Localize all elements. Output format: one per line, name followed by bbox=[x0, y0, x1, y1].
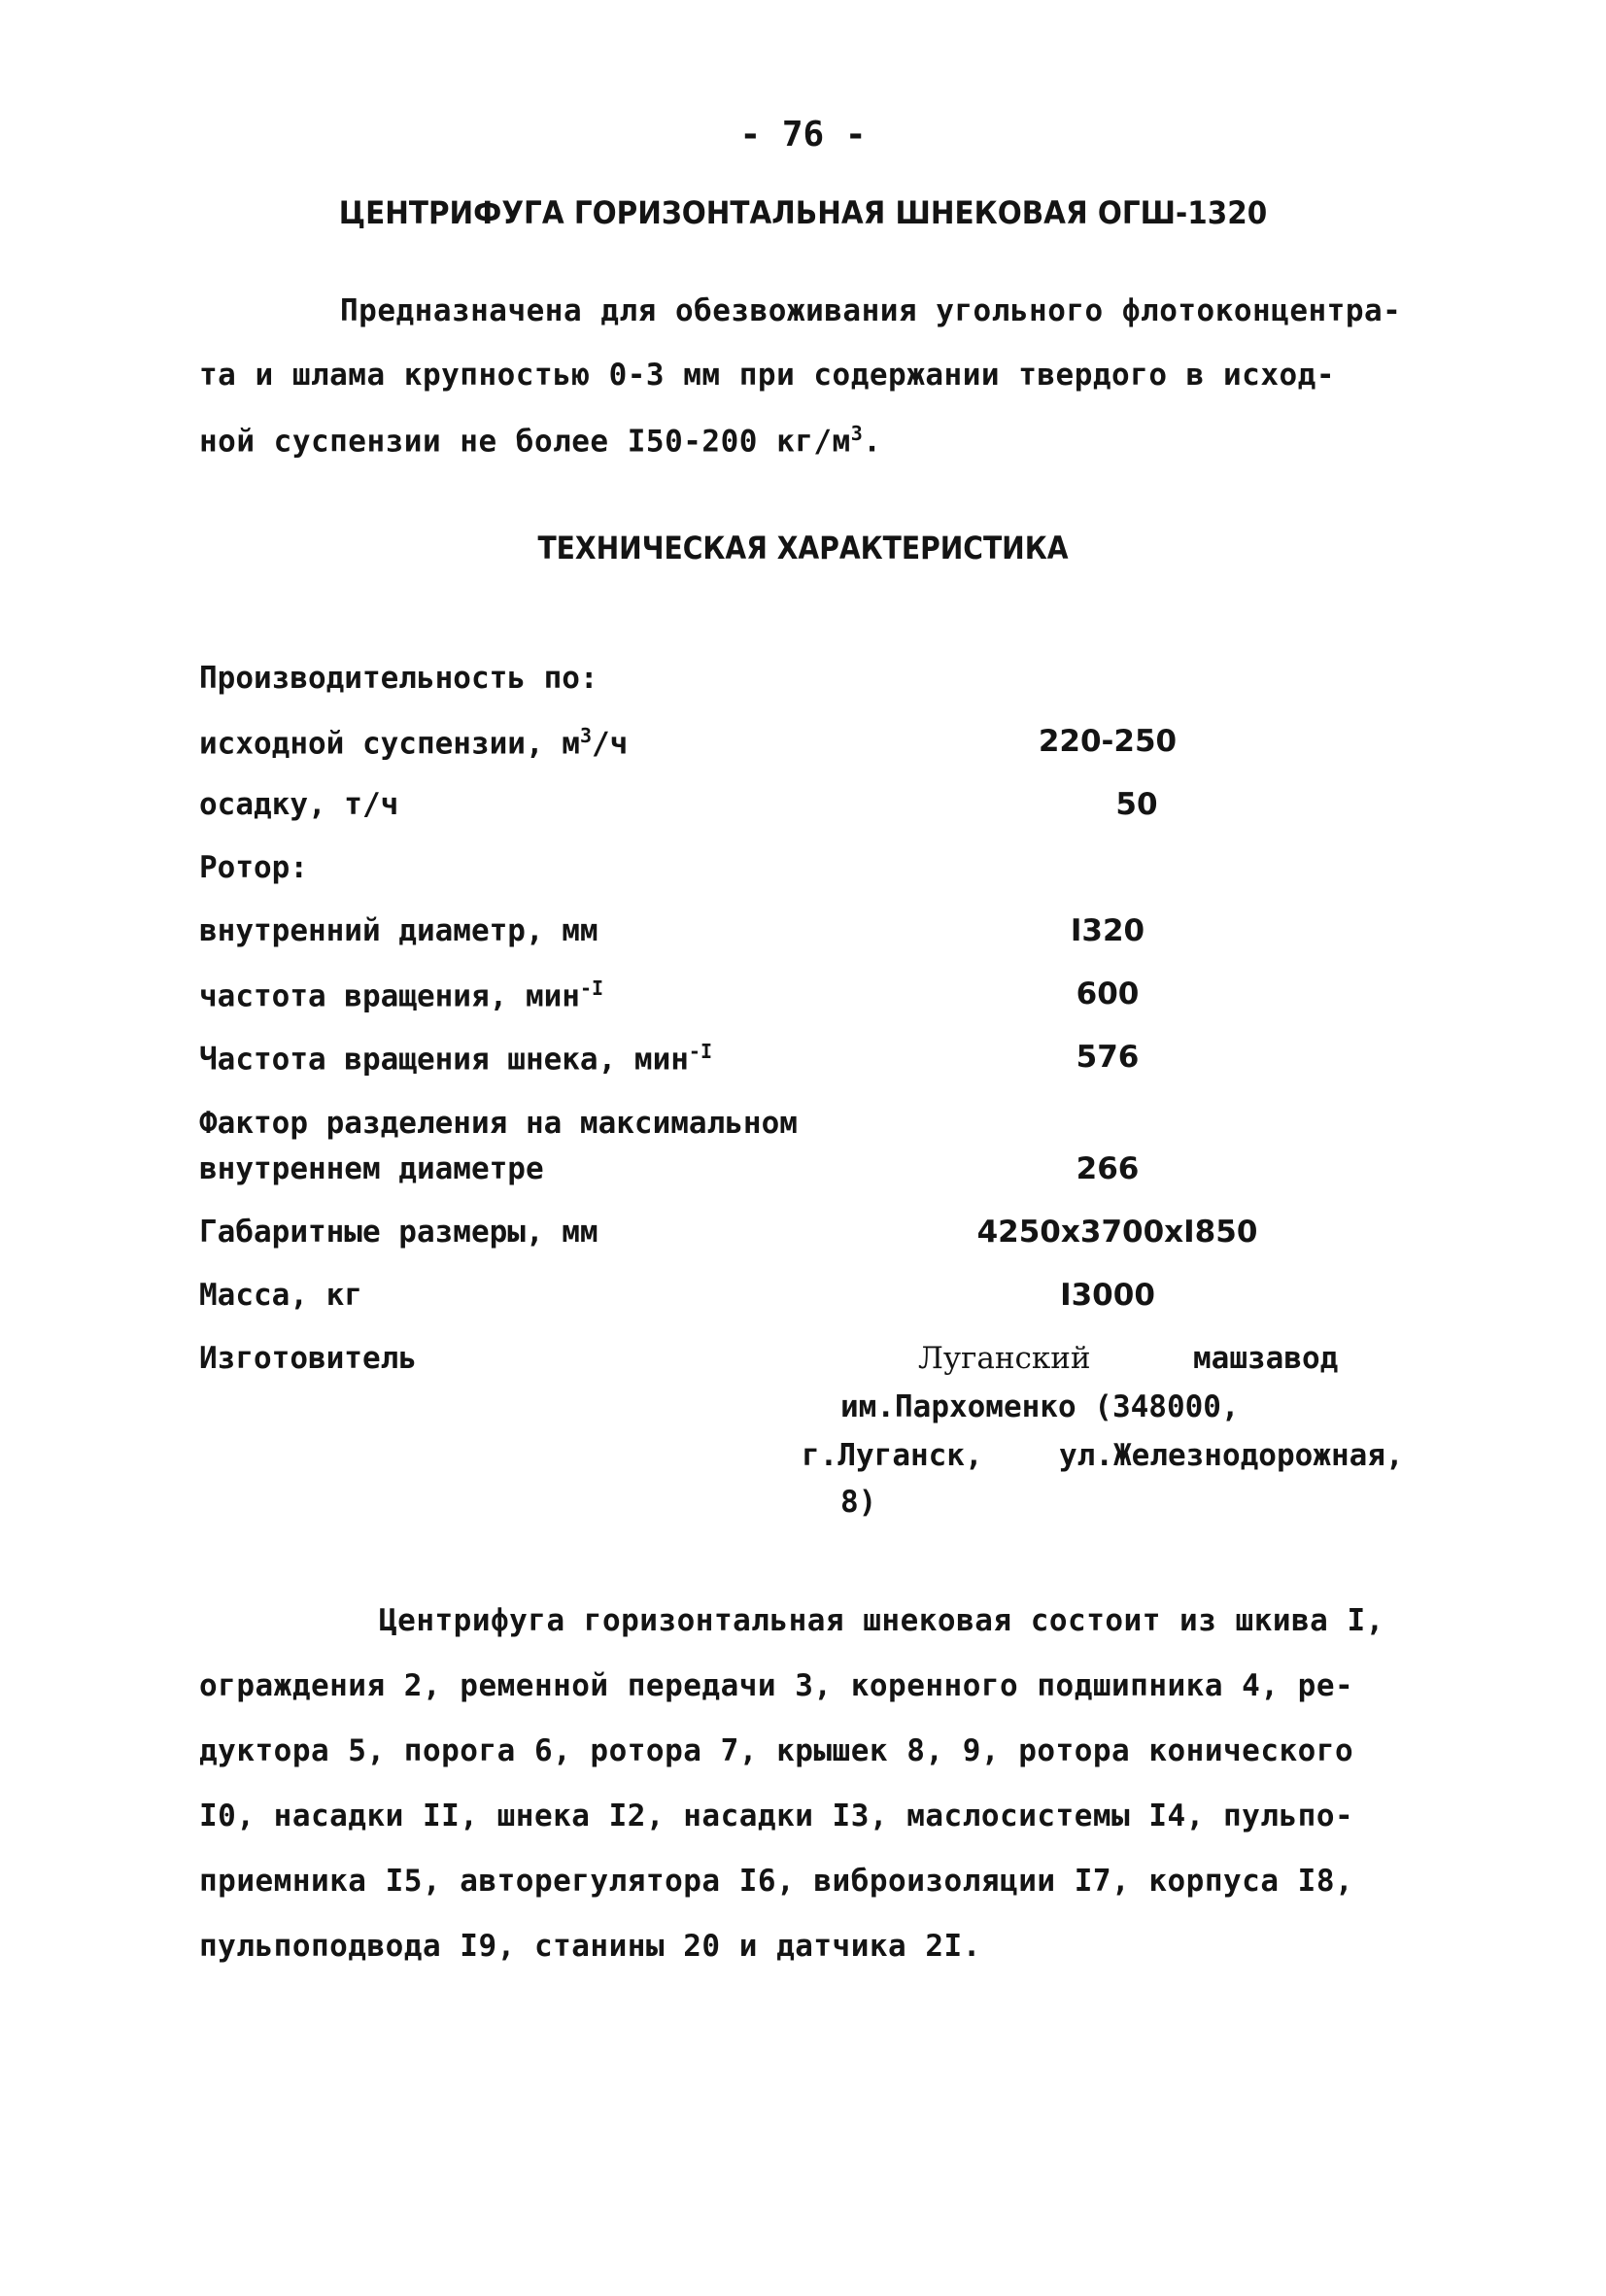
description-line-1: Центрифуга горизонтальная шнековая состоит из шкива I, bbox=[379, 1603, 1384, 1638]
diameter-label: внутренний диаметр, мм bbox=[199, 913, 598, 948]
document-title: ЦЕНТРИФУГА ГОРИЗОНТАЛЬНАЯ ШНЕКОВАЯ ОГШ-1320 bbox=[338, 194, 1268, 231]
productivity-header: Производительность по: bbox=[199, 661, 598, 696]
rotor-speed-value: 600 bbox=[1076, 977, 1140, 1011]
mass-value: I3000 bbox=[1060, 1278, 1155, 1313]
description-line-2: ограждения 2, ременной передачи 3, коренного подшипника 4, ре- bbox=[199, 1668, 1354, 1703]
manufacturer-city: г.Луганск, bbox=[802, 1438, 983, 1473]
sediment-value: 50 bbox=[1115, 787, 1158, 822]
manufacturer-street: ул.Железнодорожная, bbox=[1059, 1438, 1404, 1473]
rotor-header: Ротор: bbox=[199, 850, 308, 885]
feed-value: 220-250 bbox=[1038, 724, 1178, 759]
intro-line-2: та и шлама крупностью 0-3 мм при содержании твердого в исход- bbox=[199, 358, 1335, 393]
feed-label: исходной суспензии, $м^3/ч$ bbox=[199, 724, 629, 762]
description-line-5: приемника I5, авторегулятора I6, виброизоляции I7, корпуса I8, bbox=[199, 1864, 1354, 1899]
manufacturer-label: Изготовитель bbox=[199, 1341, 417, 1376]
page-number: - 76 - bbox=[739, 115, 867, 154]
sediment-label: осадку, т/ч bbox=[199, 787, 399, 822]
manufacturer-building: 8) bbox=[840, 1485, 877, 1520]
diameter-value: I320 bbox=[1070, 913, 1145, 948]
dimensions-value: 4250x3700xI850 bbox=[976, 1215, 1258, 1250]
section-title: ТЕХНИЧЕСКАЯ ХАРАКТЕРИСТИКА bbox=[537, 530, 1069, 566]
factor-value: 266 bbox=[1076, 1151, 1140, 1186]
manufacturer-line-2: им.Пархоменко (348000, bbox=[840, 1389, 1240, 1424]
mass-label: Масса, кг bbox=[199, 1278, 362, 1313]
manufacturer-plant: машзавод bbox=[1193, 1341, 1339, 1376]
description-line-6: пульпоподвода I9, станины 20 и датчика 2I. bbox=[199, 1929, 981, 1964]
factor-label-line-2: внутреннем диаметре bbox=[199, 1151, 544, 1186]
rotor-speed-label: частота вращения, мин$^{-I}$ bbox=[199, 977, 604, 1014]
screw-speed-value: 576 bbox=[1076, 1040, 1140, 1075]
intro-line-1: Предназначена для обезвоживания угольного флотоконцентра- bbox=[340, 293, 1402, 328]
intro-line-3: ной суспензии не более I50-200 $кг/м^3$. bbox=[199, 422, 882, 460]
dimensions-label: Габаритные размеры, мм bbox=[199, 1215, 598, 1250]
description-line-3: дуктора 5, порога 6, ротора 7, крышек 8, 9, ротора конического bbox=[199, 1733, 1354, 1768]
factor-label-line-1: Фактор разделения на максимальном bbox=[199, 1106, 798, 1141]
description-line-4: I0, насадки II, шнека I2, насадки I3, маслосистемы I4, пульпо- bbox=[199, 1799, 1354, 1833]
manufacturer-name: Луганский bbox=[918, 1341, 1091, 1376]
screw-speed-label: Частота вращения шнека, мин$^{-I}$ bbox=[199, 1040, 713, 1078]
